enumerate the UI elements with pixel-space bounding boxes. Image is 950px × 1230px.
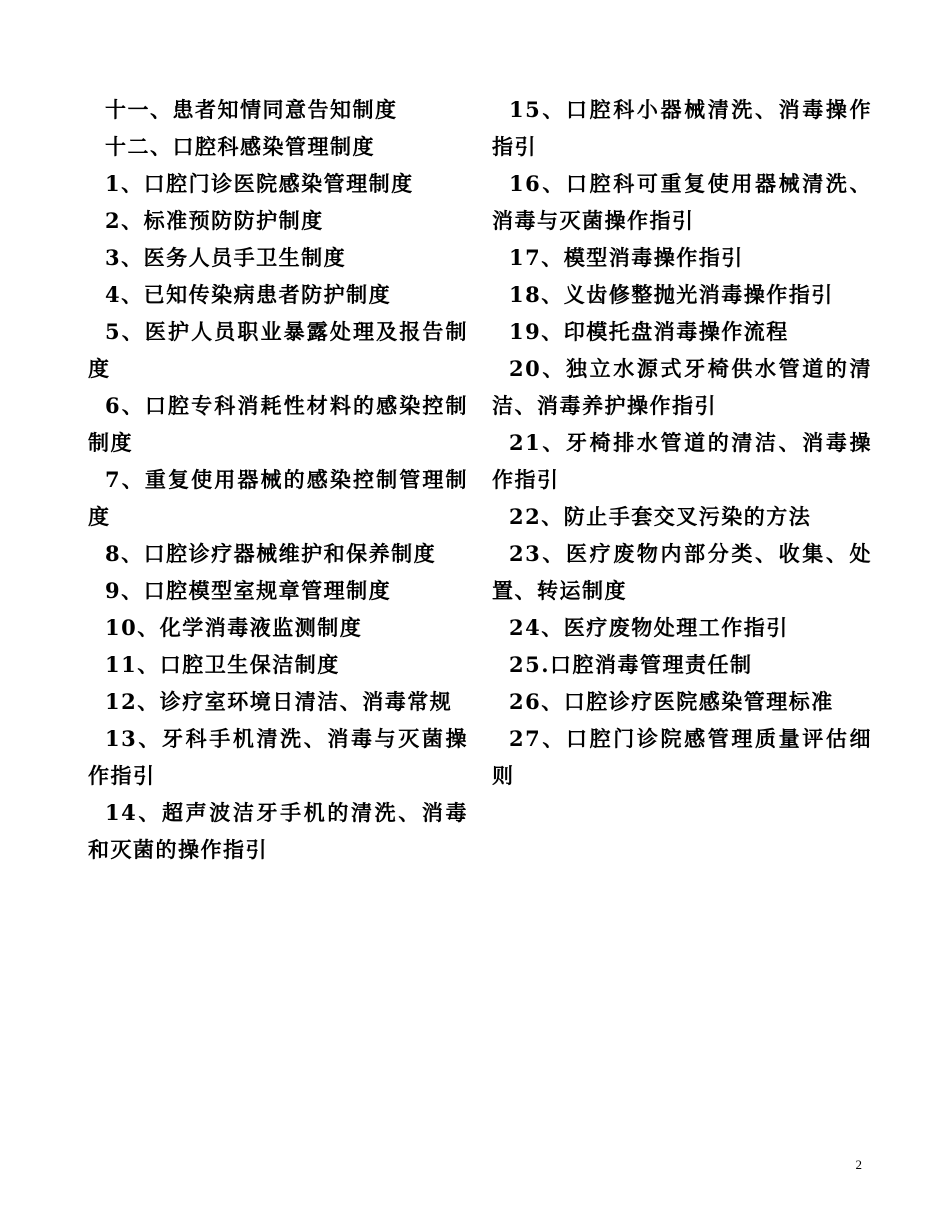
list-item: 26、口腔诊疗医院感染管理标准: [509, 689, 834, 714]
list-item: 27、口腔门诊院感管理质量评估细则: [492, 726, 872, 788]
list-item: 19、印模托盘消毒操作流程: [509, 319, 789, 344]
list-item: 9、口腔模型室规章管理制度: [105, 578, 392, 603]
list-item: 21、牙椅排水管道的清洁、消毒操作指引: [492, 430, 872, 492]
list-item: 10、化学消毒液监测制度: [105, 615, 363, 640]
list-item: 22、防止手套交叉污染的方法: [509, 504, 812, 529]
list-item: 7、重复使用器械的感染控制管理制度: [88, 467, 468, 529]
right-column: [492, 91, 872, 794]
list-item: 11、口腔卫生保洁制度: [105, 652, 340, 677]
list-item: 6、口腔专科消耗性材料的感染控制制度: [88, 393, 468, 455]
list-item: 12、诊疗室环境日清洁、消毒常规: [105, 689, 453, 714]
list-item: 14、超声波洁牙手机的清洗、消毒和灭菌的操作指引: [88, 800, 468, 862]
left-column: [88, 91, 468, 868]
list-item: 15、口腔科小器械清洗、消毒操作指引: [492, 97, 872, 159]
list-item: 17、模型消毒操作指引: [509, 245, 744, 270]
list-item: 8、口腔诊疗器械维护和保养制度: [105, 541, 437, 566]
page-number: 2: [855, 1157, 862, 1172]
list-item: 13、牙科手机清洗、消毒与灭菌操作指引: [88, 726, 468, 788]
list-item: 20、独立水源式牙椅供水管道的清洁、消毒养护操作指引: [492, 356, 872, 418]
list-item: 十二、口腔科感染管理制度: [105, 134, 375, 159]
list-item: 4、已知传染病患者防护制度: [105, 282, 392, 307]
list-item: 25.口腔消毒管理责任制: [509, 652, 753, 677]
list-item: 18、义齿修整抛光消毒操作指引: [509, 282, 834, 307]
list-item: 5、医护人员职业暴露处理及报告制度: [88, 319, 468, 381]
list-item: 16、口腔科可重复使用器械清洗、消毒与灭菌操作指引: [492, 171, 872, 233]
list-item: 十一、患者知情同意告知制度: [105, 97, 398, 122]
list-item: 2、标准预防防护制度: [105, 208, 324, 233]
list-item: 24、医疗废物处理工作指引: [509, 615, 789, 640]
list-item: 1、口腔门诊医院感染管理制度: [105, 171, 414, 196]
list-item: 3、医务人员手卫生制度: [105, 245, 347, 270]
list-item: 23、医疗废物内部分类、收集、处置、转运制度: [492, 541, 872, 603]
